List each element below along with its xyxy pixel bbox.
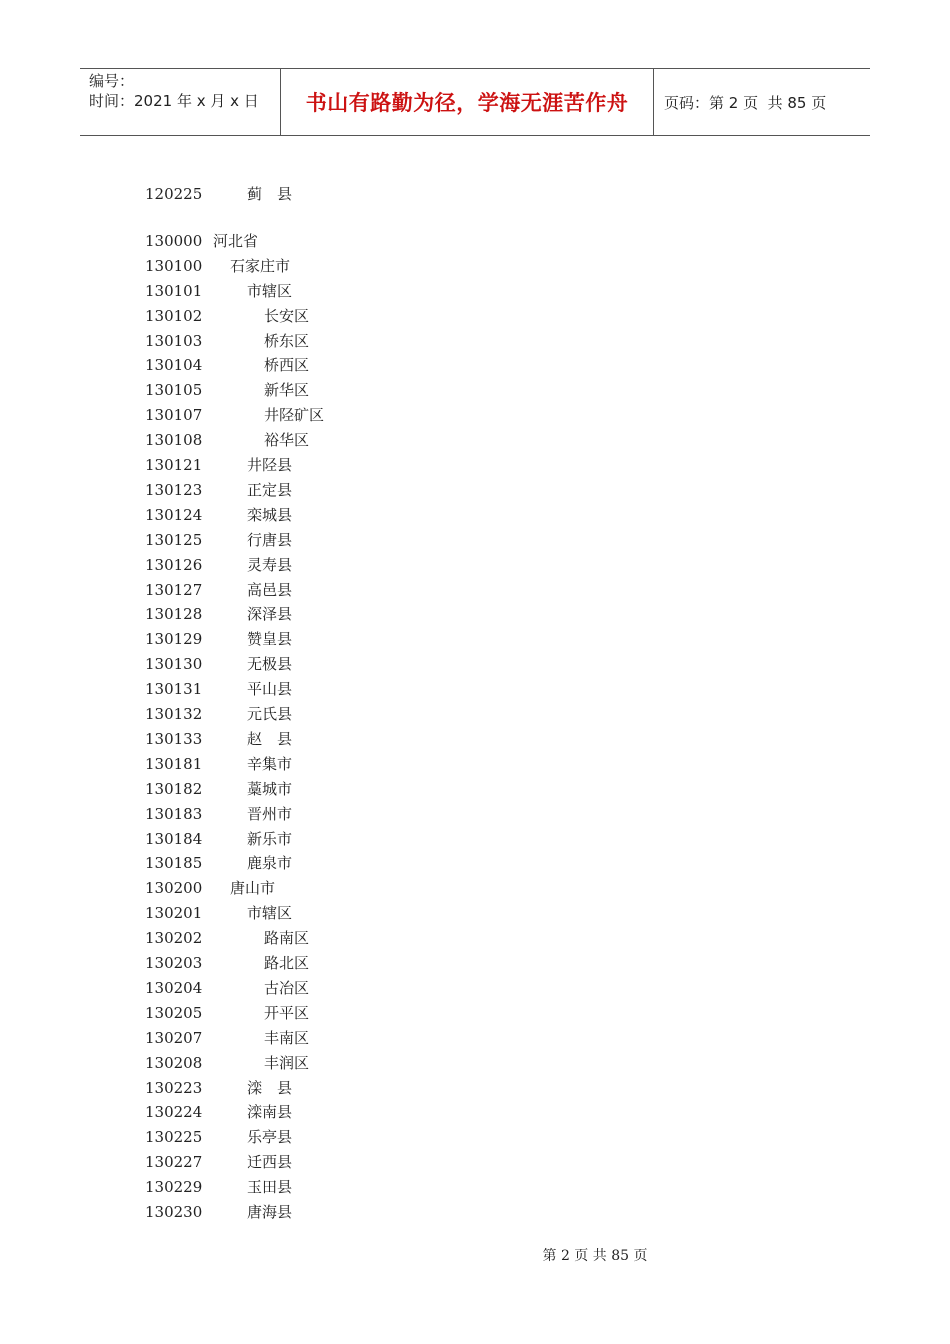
region-code: 130184 [145,829,203,848]
list-item [145,1175,292,1199]
region-name: 高邑县 [247,580,293,599]
region-name: 乐亭县 [247,1128,293,1147]
region-code: 130108 [145,431,203,450]
list-item [145,578,292,602]
region-code: 130202 [145,929,203,948]
region-name: 赞皇县 [247,630,293,649]
list-item [145,1076,292,1100]
region-code: 120225 [145,185,203,203]
region-name: 滦南县 [247,1103,293,1122]
list-item [145,403,324,427]
list-item [145,777,292,801]
region-code: 130127 [145,580,203,599]
header-motto: 书山有路勤为径，学海无涯苦作舟 [281,69,654,135]
region-name: 井陉矿区 [264,406,325,425]
region-code: 130207 [145,1028,203,1047]
list-item [145,503,292,527]
list-item [145,1100,292,1124]
list-item [145,478,292,502]
region-code: 130102 [145,306,203,325]
region-code: 130104 [145,356,203,375]
region-code: 130132 [145,705,203,723]
list-item [145,702,292,726]
list-item [145,353,309,377]
region-name: 栾城县 [247,505,293,524]
region-code: 130225 [145,1128,203,1147]
list-item [145,1200,292,1224]
list-item [145,182,292,206]
list-item [145,627,292,651]
region-name: 灵寿县 [247,555,293,574]
region-name: 深泽县 [247,605,293,624]
list-item [145,976,309,1000]
region-code: 130203 [145,954,203,972]
region-code: 130107 [145,406,203,425]
region-code: 130185 [145,854,203,873]
list-item [145,677,292,701]
region-name: 唐山市 [230,879,276,898]
region-code: 130130 [145,655,203,674]
list-item [145,876,275,900]
region-name: 赵 县 [247,729,293,748]
region-code: 130208 [145,1053,203,1072]
list-item [145,901,292,925]
list-item [145,553,292,577]
region-name: 河北省 [213,231,259,250]
region-code: 130123 [145,480,203,499]
list-item [145,951,309,975]
region-code: 130129 [145,630,203,649]
region-name: 行唐县 [247,530,293,549]
list-item [145,329,309,353]
region-code: 130000 [145,231,203,250]
list-item [145,1150,292,1174]
region-code: 130128 [145,605,203,624]
region-name: 新华区 [264,381,310,400]
list-item [145,528,292,552]
region-name: 滦 县 [247,1078,293,1097]
region-code: 130131 [145,680,203,699]
region-name: 唐海县 [247,1203,293,1221]
page-footer: 第 2 页 共 85 页 [542,1248,648,1264]
region-code: 130227 [145,1153,203,1172]
region-code: 130133 [145,729,203,748]
list-item [145,428,309,452]
list-item [145,602,292,626]
list-item [145,652,292,676]
region-name: 市辖区 [247,904,293,923]
region-code: 130100 [145,256,203,275]
list-item [145,1001,309,1025]
header-page-info: 页码：第 2 页 共 85 页 [664,93,827,112]
list-item [145,1051,309,1075]
region-name: 丰南区 [264,1028,310,1047]
region-code: 130105 [145,381,203,400]
region-name: 迁西县 [247,1153,293,1172]
list-item [145,453,292,477]
region-name: 古冶区 [264,978,310,997]
region-code: 130204 [145,978,203,997]
region-code: 130223 [145,1078,203,1097]
region-code: 130182 [145,779,203,798]
list-item [145,752,292,776]
region-code: 130124 [145,505,203,524]
region-name: 裕华区 [264,431,310,450]
list-item [145,229,258,253]
region-code-list [145,0,545,1240]
region-name: 路北区 [264,954,310,972]
region-name: 蓟 县 [247,185,293,203]
region-name: 元氏县 [247,705,293,723]
list-item [145,827,292,851]
region-name: 桥西区 [264,356,310,375]
region-code: 130101 [145,281,203,300]
list-item [145,727,292,751]
list-item [145,851,292,875]
region-code: 130224 [145,1103,203,1122]
list-item [145,254,290,278]
region-name: 开平区 [264,1003,310,1022]
region-code: 130201 [145,904,203,923]
region-name: 藁城市 [247,779,293,798]
region-name: 辛集市 [247,754,293,773]
region-name: 石家庄市 [230,256,291,275]
list-item [145,279,292,303]
region-name: 晋州市 [247,804,293,823]
document-number-label: 编号： [89,72,135,90]
region-name: 市辖区 [247,281,293,300]
list-item [145,304,309,328]
region-name: 路南区 [264,929,310,948]
region-name: 平山县 [247,680,293,699]
list-item [145,802,292,826]
list-item [145,1026,309,1050]
region-name: 鹿泉市 [247,854,293,873]
region-code: 130205 [145,1003,203,1022]
region-name: 井陉县 [247,456,293,474]
region-code: 130230 [145,1203,203,1221]
region-name: 新乐市 [247,829,293,848]
region-code: 130126 [145,555,203,574]
region-name: 玉田县 [247,1178,293,1197]
region-name: 无极县 [247,655,293,674]
region-code: 130125 [145,530,203,549]
region-name: 长安区 [264,306,310,325]
region-code: 130229 [145,1178,203,1197]
document-time-label: 时间：2021 年 x 月 x 日 [89,92,259,110]
region-code: 130200 [145,879,203,898]
region-name: 正定县 [247,480,293,499]
region-code: 130103 [145,331,203,350]
region-name: 桥东区 [264,331,310,350]
region-code: 130121 [145,456,203,474]
region-code: 130181 [145,754,203,773]
list-item [145,1125,292,1149]
region-code: 130183 [145,804,203,823]
list-item [145,926,309,950]
region-name: 丰润区 [264,1053,310,1072]
list-item [145,378,309,402]
